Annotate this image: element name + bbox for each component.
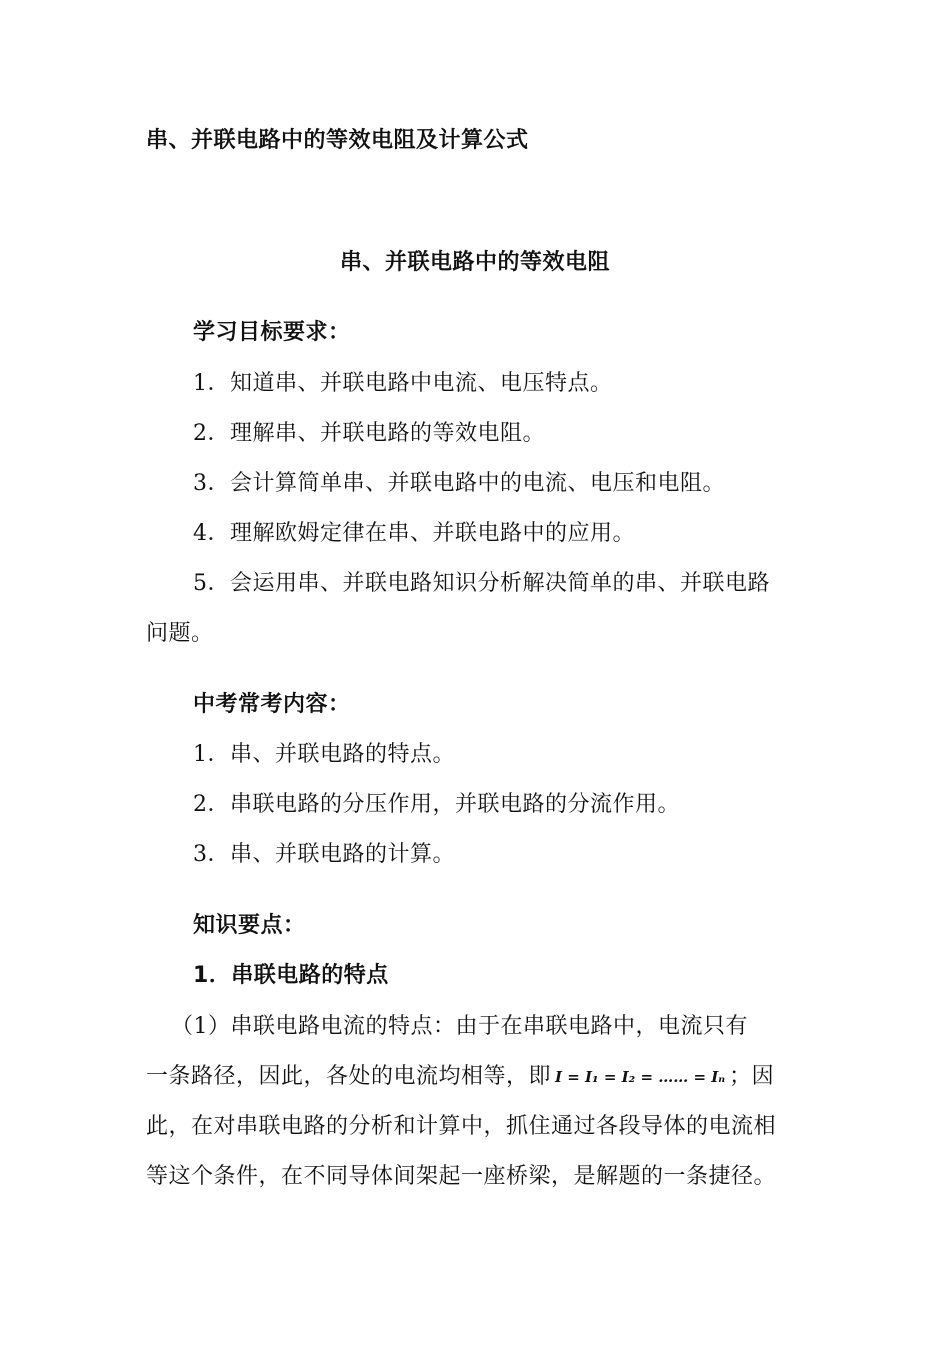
objective-item-3: 3．会计算简单串、并联电路中的电流、电压和电阻。 [193,471,725,496]
paragraph-line-2-text: 一条路径，因此，各处的电流均相等，即 [146,1064,552,1089]
current-equality-formula: I = I₁ = I₂ = …… = Iₙ [555,1068,726,1086]
objective-item-1: 1．知道串、并联电路中电流、电压特点。 [193,371,613,396]
exam-item-3: 3．串、并联电路的计算。 [193,842,455,867]
paragraph-line-3: 此，在对串联电路的分析和计算中，抓住通过各段导体的电流相 [146,1114,777,1139]
exam-item-1: 1．串、并联电路的特点。 [193,742,455,767]
exam-heading: 中考常考内容： [193,692,351,717]
knowledge-subheading: 1．串联电路的特点 [193,963,389,988]
document-title: 串、并联电路中的等效电阻及计算公式 [146,128,529,153]
objective-item-2: 2．理解串、并联电路的等效电阻。 [193,421,545,446]
objective-item-5-continuation: 问题。 [146,621,214,646]
objective-item-5: 5．会运用串、并联电路知识分析解决简单的串、并联电路 [193,571,770,596]
paragraph-line-1: （1）串联电路电流的特点：由于在串联电路中，电流只有 [171,1014,748,1039]
knowledge-heading: 知识要点： [193,913,306,938]
objectives-heading: 学习目标要求： [193,320,351,345]
paragraph-line-2 [146,1062,774,1092]
objective-item-4: 4．理解欧姆定律在串、并联电路中的应用。 [193,521,635,546]
paragraph-line-4: 等这个条件，在不同导体间架起一座桥梁，是解题的一条捷径。 [146,1164,777,1189]
paragraph-line-2-tail: ；因 [729,1064,775,1089]
section-title: 串、并联电路中的等效电阻 [339,250,610,275]
exam-item-2: 2．串联电路的分压作用，并联电路的分流作用。 [193,792,680,817]
